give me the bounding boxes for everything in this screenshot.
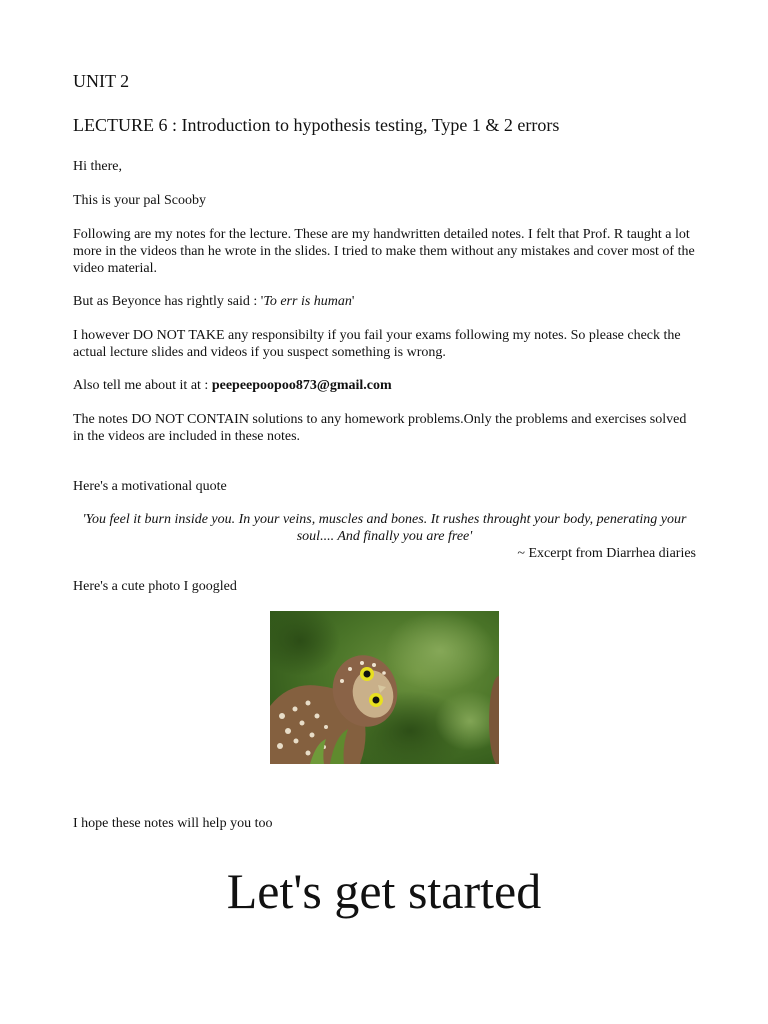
motivational-intro: Here's a motivational quote <box>73 479 227 494</box>
closing-line: I hope these notes will help you too <box>73 816 273 831</box>
greeting: Hi there, <box>73 159 122 174</box>
homework-note: The notes DO NOT CONTAIN solutions to any homework problems.Only the problems and exercises solved in the videos are included in these notes. <box>73 412 687 444</box>
lets-get-started-heading: Let's get started <box>226 863 542 919</box>
owl-photo <box>270 611 499 764</box>
photo-intro: Here's a cute photo I googled <box>73 579 237 594</box>
beyonce-line <box>73 293 698 310</box>
beyonce-suffix: ' <box>351 294 355 309</box>
contact-line <box>73 377 698 394</box>
contact-email: peepeepoopoo873@gmail.com <box>211 378 392 393</box>
notes-paragraph: Following are my notes for the lecture. These are my handwritten detailed notes. I felt that Prof. R taught a lot more in the videos than he wrote in the slides. I tried to make them without any mistakes and cover most of the video material. <box>73 227 695 276</box>
motivational-quote-block <box>73 511 696 562</box>
disclaimer-paragraph: I however DO NOT TAKE any responsibilty if you fail your exams following my notes. So please check the actual lecture slides and videos if you suspect something is wrong. <box>73 328 681 360</box>
lecture-title: LECTURE 6 : Introduction to hypothesis testing, Type 1 & 2 errors <box>73 115 560 135</box>
motivational-quote: 'You feel it burn inside you. In your veins, muscles and bones. It rushes throught your body, penerating your soul.... And finally you are free' <box>82 512 687 544</box>
beyonce-quote: To err is human <box>263 294 352 309</box>
unit-heading: UNIT 2 <box>73 71 130 91</box>
quote-source: ~ Excerpt from Diarrhea diaries <box>517 546 696 561</box>
beyonce-prefix: But as Beyonce has rightly said : ' <box>73 294 264 309</box>
contact-prefix: Also tell me about it at : <box>73 378 212 393</box>
intro-line: This is your pal Scooby <box>73 193 206 208</box>
